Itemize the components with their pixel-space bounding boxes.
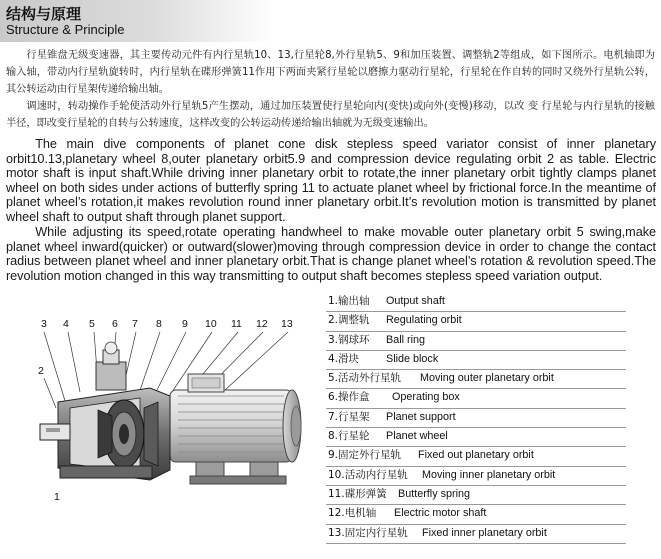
legend-label-cn: 1.输出轴 — [328, 295, 370, 307]
callout-12: 12 — [256, 318, 268, 330]
legend-label-cn: 4.滑块 — [328, 352, 360, 365]
callout-2: 2 — [38, 365, 44, 377]
section-header — [0, 0, 274, 42]
legend-label-cn: 3.钢球环 — [328, 333, 370, 346]
callout-11: 11 — [231, 318, 242, 330]
legend-label-cn: 7.行星架 — [328, 410, 370, 423]
legend-row — [326, 351, 626, 370]
legend-label-en: Moving inner planetary orbit — [422, 468, 556, 481]
section-title-english: Structure & Principle — [6, 22, 125, 37]
output-shaft — [40, 424, 70, 440]
legend-row — [326, 370, 626, 389]
legend-row — [326, 293, 626, 312]
callout-1: 1 — [54, 491, 60, 503]
legend-label-en: Planet support — [386, 410, 456, 423]
legend-label-en: Fixed inner planetary orbit — [422, 526, 547, 539]
legend-row — [326, 525, 626, 544]
section-title-chinese: 结构与原理 — [6, 5, 82, 23]
callout-4: 4 — [63, 318, 69, 330]
callout-6: 6 — [112, 318, 118, 330]
callout-5: 5 — [89, 318, 95, 330]
legend-label-en: Planet wheel — [386, 430, 448, 443]
legend-label-en: Slide block — [386, 352, 439, 365]
legend-row — [326, 409, 626, 428]
parts-legend — [326, 293, 626, 544]
legend-label-en: Moving outer planetary orbit — [420, 372, 554, 385]
legend-label-cn: 10.活动内行星轨 — [328, 468, 408, 481]
legend-label-en: Output shaft — [386, 295, 445, 307]
callout-8: 8 — [156, 318, 162, 330]
legend-label-cn: 9.固定外行星轨 — [328, 449, 402, 462]
variator-cutaway-diagram — [0, 292, 325, 559]
chinese-paragraph-1: 行星锥盘无级变速器，其主要传动元件有内行星轨10、13,行星轮8,外行星轨5、9和加压装置、调整轨2等组成，如下图所示。电机轴即为输入轴，带动内行星轨旋转时，内行星轨在碟形弹簧11作用下两面夹紧行星轮以磨擦力驱动行星轮，行星轮在作自转的同时又绕外行星轨公转，其公转运动由行星架传递给输出轴。 — [6, 50, 655, 96]
legend-label-cn: 13.固定内行星轨 — [328, 526, 408, 539]
legend-row — [326, 505, 626, 524]
legend-row — [326, 428, 626, 447]
callout-13: 13 — [281, 318, 293, 330]
legend-label-en: Operating box — [392, 391, 460, 404]
legend-label-en: Ball ring — [386, 333, 426, 346]
english-paragraph-2: While adjusting its speed,rotate operating handwheel to make movable outer planetary orbit 5 swing,make planet wheel inward(quicker) or outward(slower)moving through compression device in order to change the contact radius between planet wheel and inner planetary orbit.That is change planet wheel’s rotation & revolution speed.The revolution motion changed in this way transmitting to output shaft becomes stepless speed variation output. — [6, 225, 656, 283]
legend-label-en: Butterfly spring — [398, 487, 471, 500]
callout-9: 9 — [182, 318, 188, 330]
chinese-paragraph-2: 调速时，转动操作手轮使活动外行星轨5产生摆动，通过加压装置使行星轮向内(变快)或向外(变慢)移动，以改 变 行星轮与内行星轨的接触半径，即改变行星轮的自转与公转速度，这样改变的公转运动传递给输出轴就为无级变速输出。 — [6, 101, 655, 130]
legend-label-cn: 6.操作盒 — [328, 391, 370, 404]
legend-label-en: Fixed out planetary orbit — [418, 449, 534, 462]
variator-housing — [58, 342, 170, 480]
legend-label-en: Electric motor shaft — [394, 507, 487, 520]
legend-label-cn: 11.碟形弹簧 — [328, 487, 387, 500]
legend-label-cn: 12.电机轴 — [328, 507, 377, 520]
callout-10: 10 — [205, 318, 217, 330]
legend-row — [326, 486, 626, 505]
legend-row — [326, 389, 626, 408]
legend-row — [326, 467, 626, 486]
legend-label-cn: 8.行星轮 — [328, 430, 370, 443]
legend-row — [326, 312, 626, 331]
electric-motor — [170, 374, 301, 484]
callout-3: 3 — [41, 318, 47, 330]
callout-7: 7 — [132, 318, 138, 330]
english-paragraph-1: The main dive components of planet cone disk stepless speed variator consist of inner planetary orbit10.13,planetary wheel 8,outer planetary orbit5.9 and compression device regulating orbit 2 as table. Electric motor shaft is input shaft.While driving inner planetary orbit to rotate,the inner planetary orbit tightly clamps planet wheel on both sides under actions of butterfly spring 11 to actuate planet wheel by frictional force.In the meantime of planet wheel’s rotation,it makes revolution round inner planetary orbit.It’s revolution motion is transmitted by planet wheel shaft to output shaft through planet support. — [6, 137, 656, 224]
legend-label-cn: 5.活动外行星轨 — [328, 372, 402, 385]
legend-row — [326, 332, 626, 351]
legend-row — [326, 447, 626, 466]
legend-label-en: Regulating orbit — [386, 314, 462, 327]
legend-label-cn: 2.调整轨 — [328, 314, 370, 327]
